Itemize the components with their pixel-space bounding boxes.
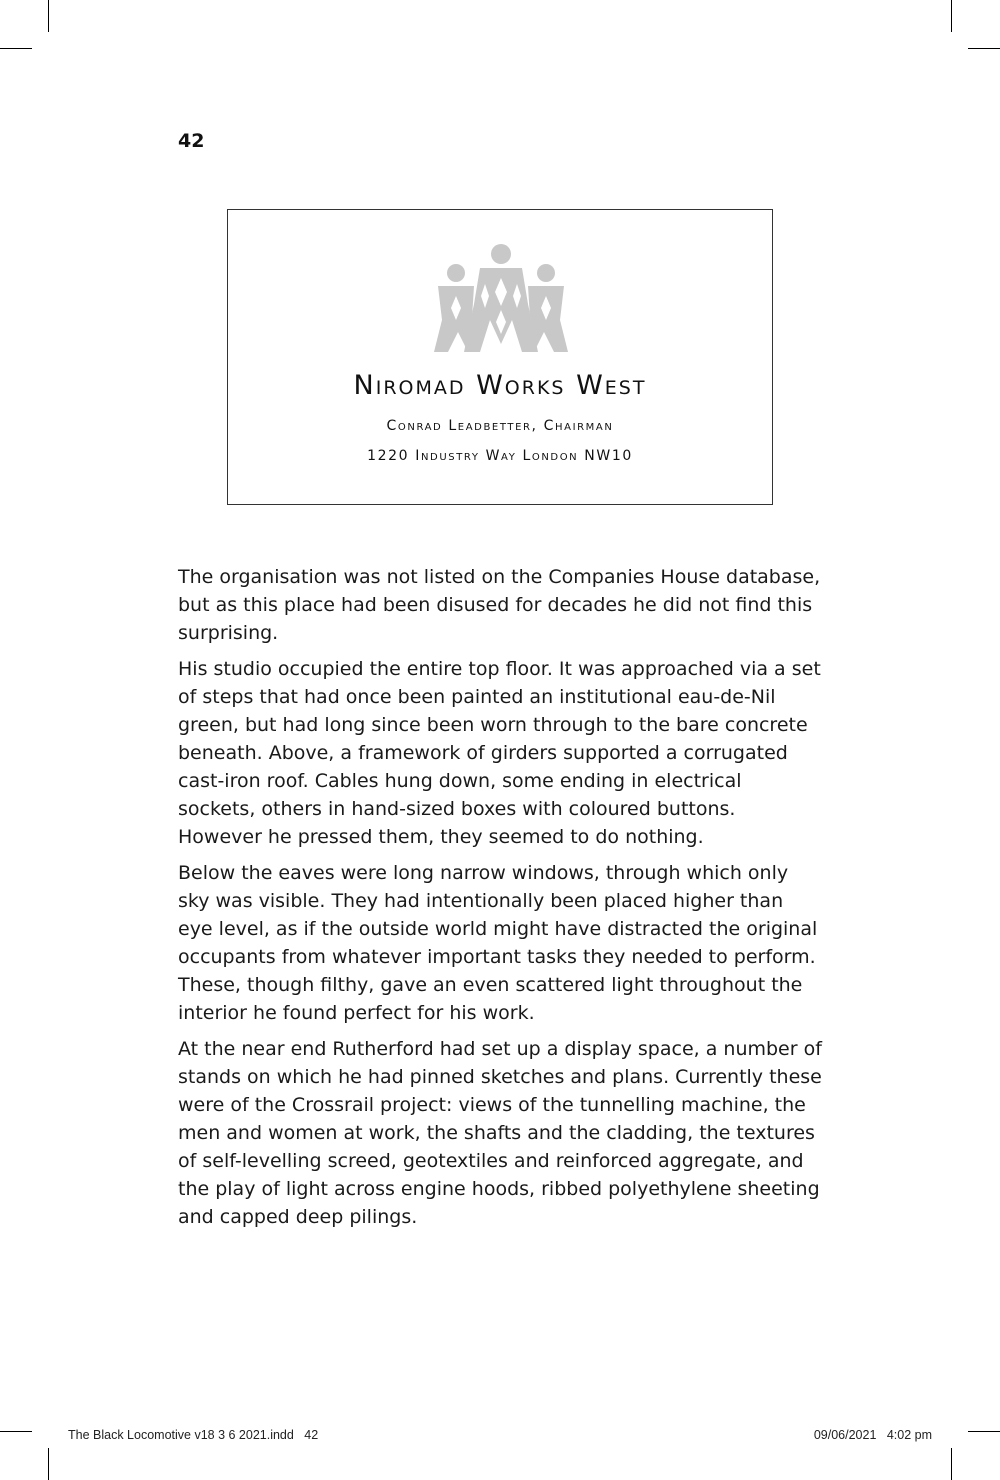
crop-mark <box>951 0 952 32</box>
crop-mark <box>48 1448 49 1480</box>
crop-mark <box>951 1448 952 1480</box>
card-address: 1220 Industry Way London NW10 <box>367 448 633 464</box>
footer-timestamp: 09/06/2021 4:02 pm <box>813 1428 932 1442</box>
crop-mark <box>0 1431 32 1432</box>
paragraph: His studio occupied the entire top floor. It was approached via a set of steps that had once been painted an institutional eau-de-Nil green, but had long since been worn through to the bare concrete beneath. Above, a framework of girders supported a corrugated cast-iron roof. Cables hung down, some ending in electrical sockets, others in hand-sized boxes with coloured buttons. However he pressed them, they seemed to do nothing. <box>178 658 821 848</box>
business-card <box>227 209 773 505</box>
paragraph: Below the eaves were long narrow windows, through which only sky was visible. They had intentionally been placed higher than eye level, as if the outside world might have distracted the original occupants from whatever important tasks they needed to perform. These, though filthy, gave an even scattered light throughout the interior he found perfect for his work. <box>178 862 818 1024</box>
crop-mark <box>48 0 49 32</box>
paragraph: At the near end Rutherford had set up a display space, a number of stands on which he had pinned sketches and plans. Currently these were of the Crossrail project: views of the tunnelling machine, the men and women at work, the shafts and the cladding, the textures of self-levelling screed, geotextiles and reinforced aggregate, and the play of light across engine hoods, ribbed polyethylene sheeting and capped deep pilings. <box>178 1038 822 1228</box>
card-person: Conrad Leadbetter, Chairman <box>386 418 614 434</box>
crop-mark <box>968 1431 1000 1432</box>
company-name: Niromad Works West <box>353 370 647 401</box>
crop-mark <box>0 48 32 49</box>
three-figures-logo-icon <box>428 244 574 352</box>
footer-file-info: The Black Locomotive v18 3 6 2021.indd 42 <box>68 1428 319 1442</box>
page-number: 42 <box>178 130 205 152</box>
paragraph: The organisation was not listed on the Companies House database, but as this place had been disused for decades he did not find this surprising. <box>178 566 821 644</box>
body-text <box>178 563 823 1239</box>
crop-mark <box>968 48 1000 49</box>
